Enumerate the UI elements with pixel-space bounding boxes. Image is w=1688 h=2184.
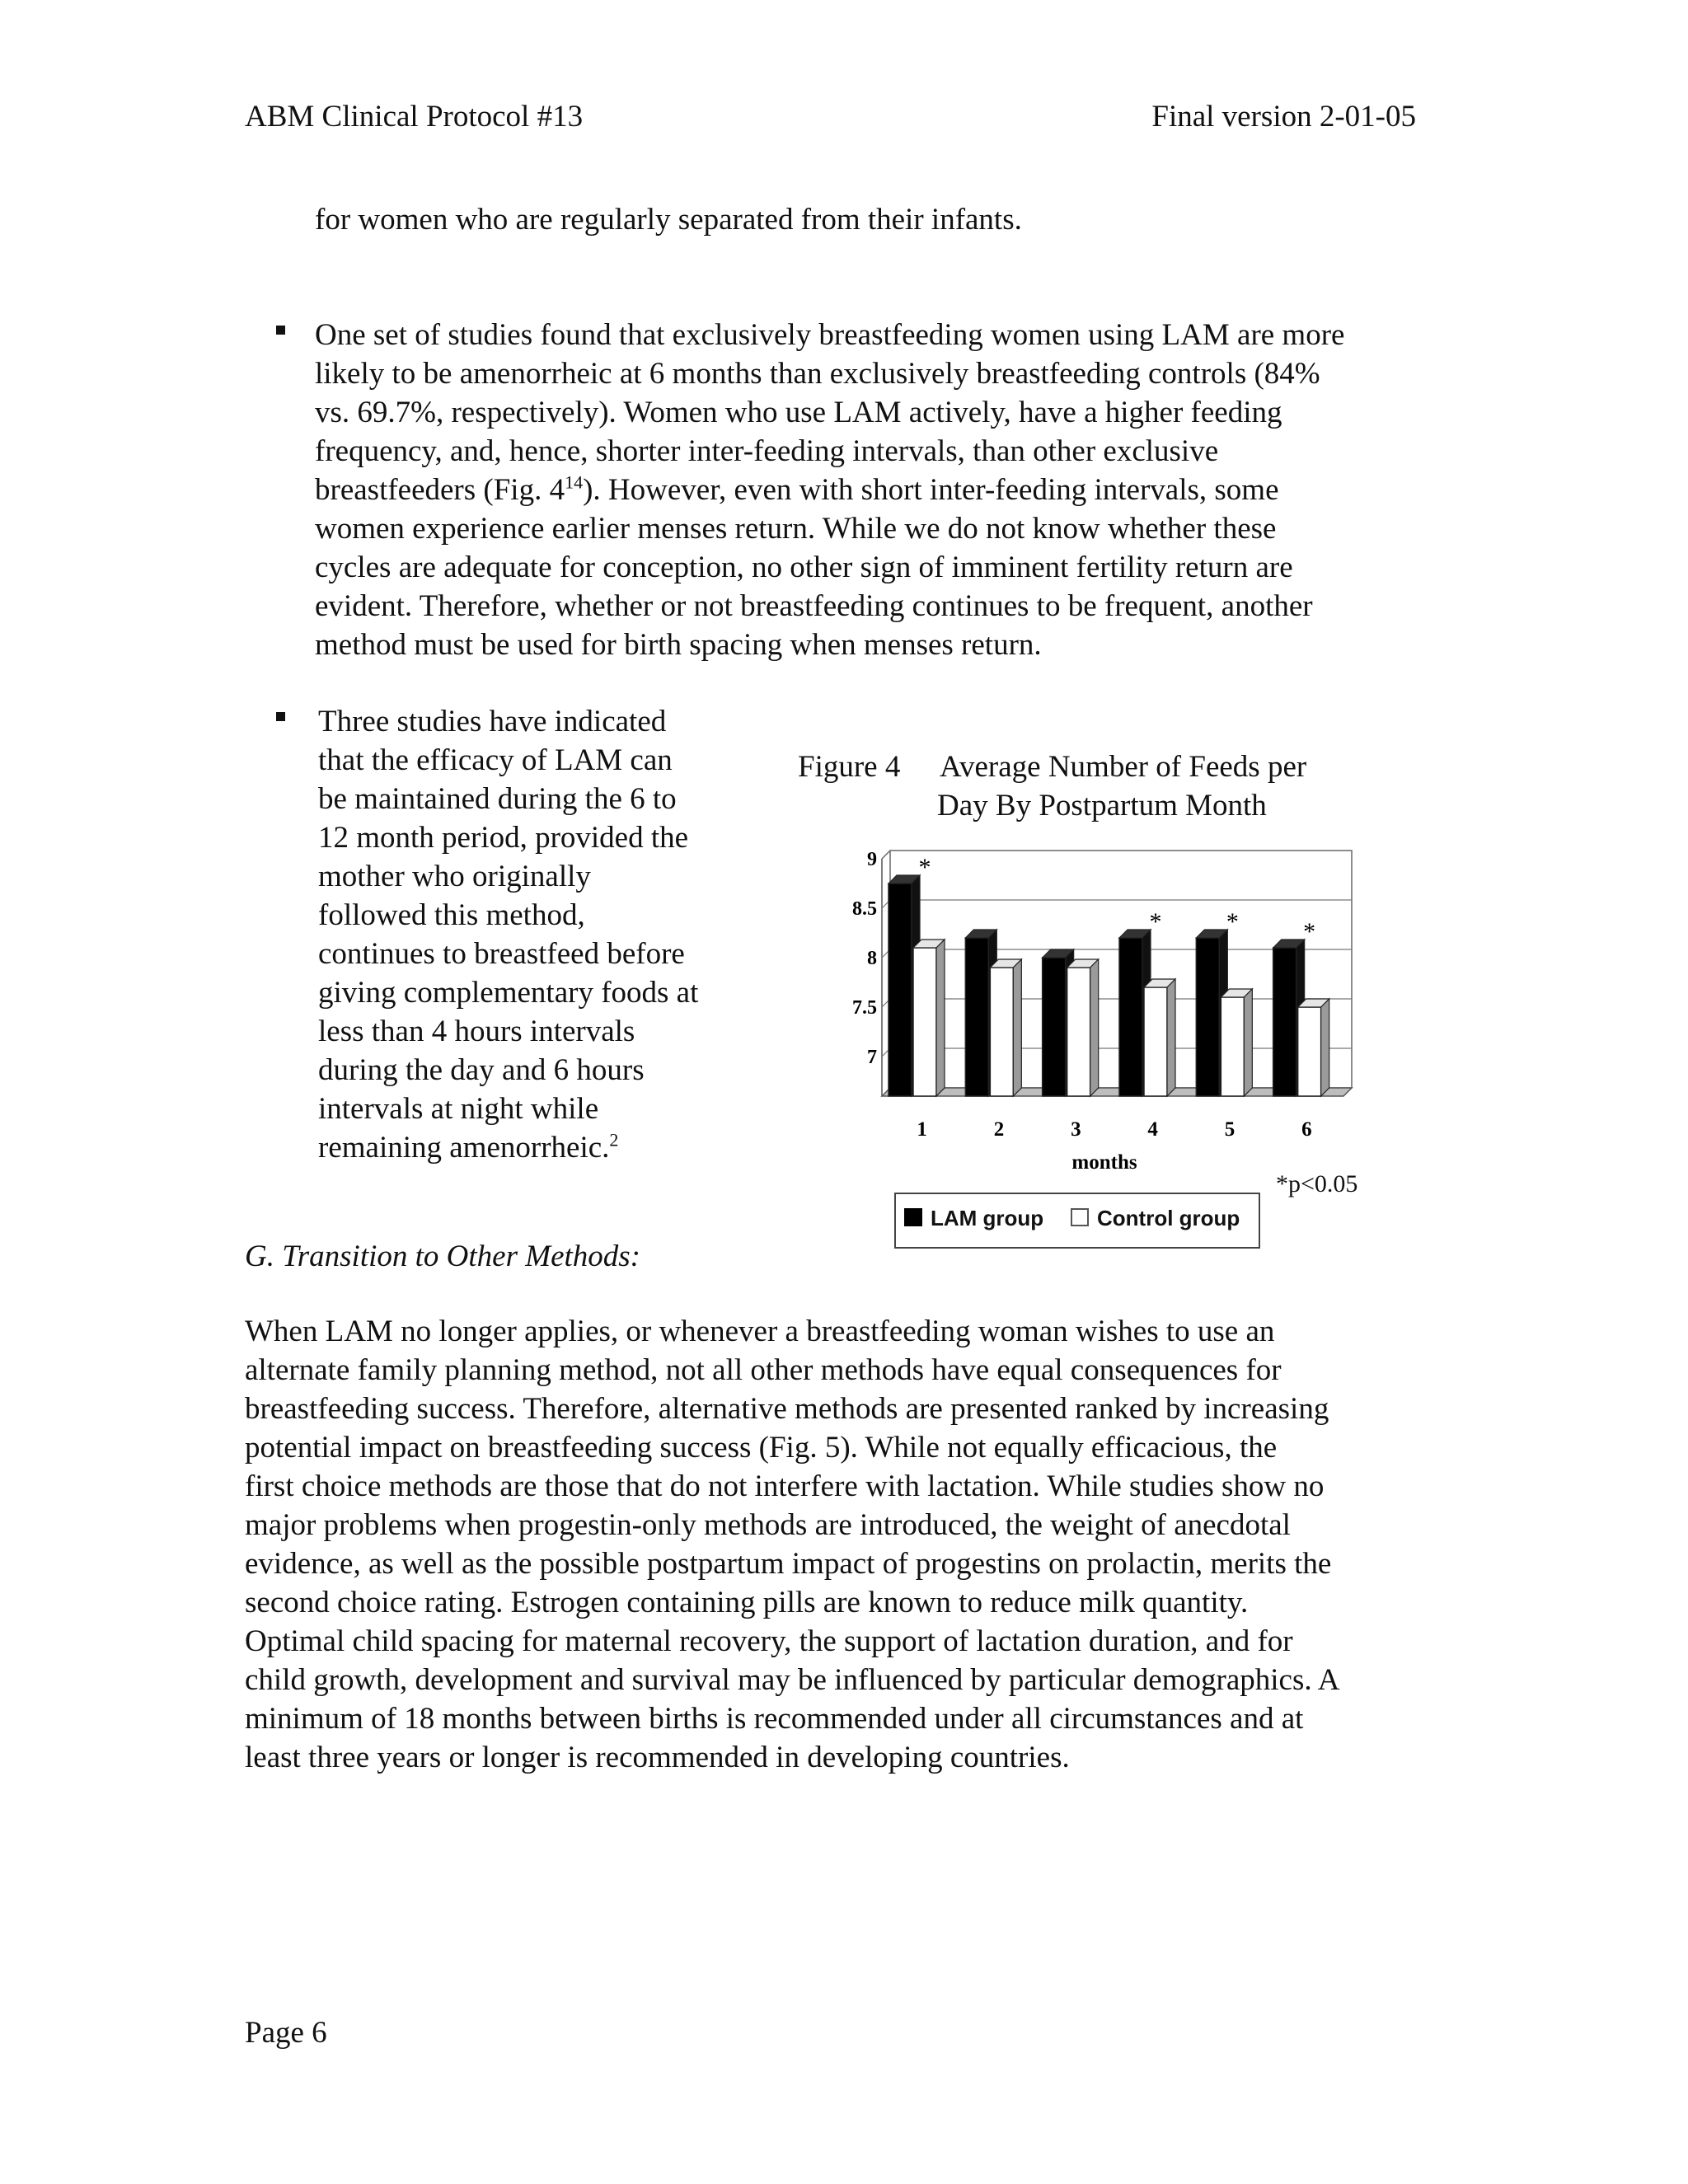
significance-marker: * — [1149, 908, 1162, 935]
y-tick-label: 8 — [867, 948, 877, 969]
legend-label-lam: LAM group — [931, 1206, 1044, 1230]
legend-label-control: Control group — [1097, 1206, 1240, 1230]
bar-control — [1067, 968, 1090, 1096]
bar-control — [1298, 1007, 1321, 1096]
bar-control — [990, 968, 1013, 1096]
header-version: Final version 2-01-05 — [1151, 100, 1416, 134]
text-span: ). However, even with short inter-feeding intervals, some — [583, 473, 1279, 507]
section-g-paragraph — [245, 1312, 1340, 1777]
text-line: intervals at night while — [318, 1092, 599, 1126]
legend-swatch-control — [1071, 1208, 1089, 1226]
chart-legend — [894, 1193, 1260, 1249]
text-line: One set of studies found that exclusively breastfeeding women using LAM are more — [315, 318, 1345, 352]
text-line: evidence, as well as the possible postpartum impact of progestins on prolactin, merits the — [245, 1547, 1332, 1581]
bar-lam — [965, 938, 988, 1096]
text-line — [315, 471, 1344, 509]
text-line: least three years or longer is recommended in developing countries. — [245, 1741, 1070, 1774]
legend-item-control — [1071, 1206, 1240, 1231]
text-line: followed this method, — [318, 898, 585, 932]
feeds-per-day-bar-chart — [816, 841, 1368, 1187]
text-line: Optimal child spacing for maternal recovery, the support of lactation duration, and for — [245, 1624, 1293, 1658]
bullet-paragraph-lam-efficacy — [318, 702, 698, 1167]
bar-control — [1144, 987, 1167, 1096]
text-line: 12 month period, provided the — [318, 821, 689, 855]
intro-line: for women who are regularly separated from their infants. — [315, 203, 1022, 237]
bar-lam — [1119, 938, 1142, 1096]
text-line: first choice methods are those that do not interfere with lactation. While studies show no — [245, 1469, 1325, 1503]
text-line: alternate family planning method, not all other methods have equal consequences for — [245, 1353, 1282, 1387]
text-line: evident. Therefore, whether or not breastfeeding continues to be frequent, another — [315, 589, 1313, 623]
x-tick-label: 1 — [917, 1118, 927, 1141]
figure-title-line2: Day By Postpartum Month — [937, 789, 1267, 823]
bar-control — [913, 948, 936, 1096]
page-number: Page 6 — [245, 2016, 327, 2050]
reference-superscript: 14 — [565, 471, 584, 493]
text-line: mother who originally — [318, 860, 591, 893]
text-line: method must be used for birth spacing when menses return. — [315, 628, 1042, 662]
bar-side-face — [1244, 989, 1252, 1096]
legend-swatch-lam — [904, 1208, 922, 1226]
reference-superscript: 2 — [609, 1129, 619, 1151]
x-tick-label: 3 — [1071, 1118, 1081, 1141]
text-line: Three studies have indicated — [318, 705, 667, 738]
y-tick-label: 7 — [867, 1047, 877, 1068]
y-tick-label: 9 — [867, 849, 877, 870]
bar-side-face — [1090, 959, 1099, 1096]
text-line: that the efficacy of LAM can — [318, 743, 673, 777]
significance-marker: * — [1303, 918, 1316, 945]
text-line: child growth, development and survival may be influenced by particular demographics. A — [245, 1663, 1340, 1697]
y-tick-label: 7.5 — [852, 997, 877, 1019]
text-line: less than 4 hours intervals — [318, 1015, 635, 1048]
legend-item-lam — [904, 1206, 1043, 1231]
header-protocol-title: ABM Clinical Protocol #13 — [245, 100, 584, 134]
text-line: major problems when progestin-only methods are introduced, the weight of anecdotal — [245, 1508, 1291, 1542]
text-line: minimum of 18 months between births is recommended under all circumstances and at — [245, 1702, 1304, 1736]
gridline-side — [882, 851, 890, 859]
x-tick-label: 2 — [993, 1118, 1005, 1141]
x-tick-label: 5 — [1224, 1118, 1236, 1141]
x-tick-label: 4 — [1147, 1118, 1158, 1141]
figure-label: Figure 4 — [798, 750, 901, 784]
text-line: breastfeeding success. Therefore, alternative methods are presented ranked by increasing — [245, 1392, 1329, 1426]
text-span: remaining amenorrheic. — [318, 1131, 610, 1165]
bullet-paragraph-lam-amenorrhea — [315, 316, 1344, 664]
bar-side-face — [1321, 999, 1329, 1096]
bar-lam — [1273, 948, 1296, 1096]
text-span: breastfeeders (Fig. 4 — [315, 473, 565, 507]
text-line: frequency, and, hence, shorter inter-feeding intervals, than other exclusive — [315, 434, 1219, 468]
bar-side-face — [1167, 979, 1175, 1096]
x-axis-title: months — [1071, 1151, 1137, 1174]
bar-side-face — [936, 940, 945, 1096]
text-line: cycles are adequate for conception, no other sign of imminent fertility return are — [315, 551, 1293, 584]
x-tick-label: 6 — [1301, 1118, 1312, 1141]
bar-side-face — [1013, 959, 1021, 1096]
significance-marker: * — [1226, 908, 1239, 935]
bar-lam — [1196, 938, 1219, 1096]
text-line: women experience earlier menses return. While we do not know whether these — [315, 512, 1277, 546]
text-line: likely to be amenorrheic at 6 months than exclusively breastfeeding controls (84% — [315, 357, 1320, 391]
text-line: potential impact on breastfeeding success (Fig. 5). While not equally efficacious, the — [245, 1431, 1278, 1465]
bullet-marker — [276, 326, 285, 335]
bar-lam — [889, 883, 912, 1096]
text-line: continues to breastfeed before — [318, 937, 685, 971]
significance-footnote: *p<0.05 — [1276, 1170, 1358, 1197]
figure-title-line1: Average Number of Feeds per — [940, 750, 1307, 784]
bar-control — [1221, 997, 1244, 1096]
text-line: second choice rating. Estrogen containing pills are known to reduce milk quantity. — [245, 1586, 1249, 1619]
text-line: during the day and 6 hours — [318, 1053, 645, 1087]
section-heading: G. Transition to Other Methods: — [245, 1240, 640, 1273]
bar-lam — [1043, 958, 1066, 1096]
text-line: vs. 69.7%, respectively). Women who use LAM actively, have a higher feeding — [315, 396, 1282, 429]
bullet-marker — [276, 712, 285, 721]
text-line — [318, 1128, 698, 1167]
text-line: When LAM no longer applies, or whenever a breastfeeding woman wishes to use an — [245, 1315, 1275, 1348]
text-line: be maintained during the 6 to — [318, 782, 677, 816]
text-line: giving complementary foods at — [318, 976, 699, 1010]
y-tick-label: 8.5 — [852, 898, 877, 920]
significance-marker: * — [918, 854, 931, 881]
